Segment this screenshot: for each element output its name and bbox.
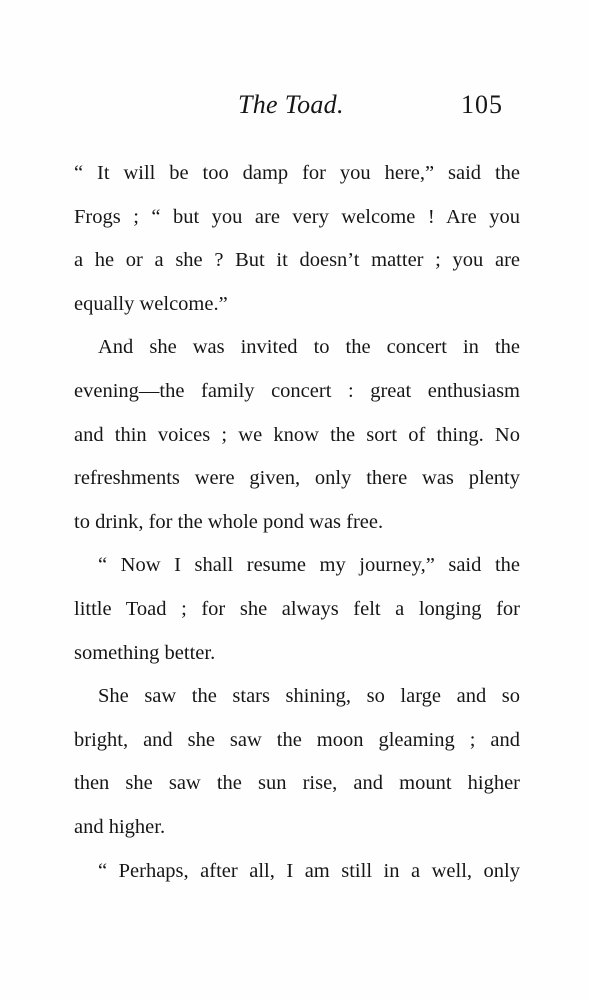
text-line: Frogs ; “ but you are very welcome ! Are you xyxy=(74,205,520,228)
text-line: bright, and she saw the moon gleaming ; and xyxy=(74,728,520,751)
text-line: something better. xyxy=(74,641,216,664)
text-line: “ It will be too damp for you here,” said the xyxy=(74,162,520,184)
body-text xyxy=(74,152,520,893)
text-line: then she saw the sun rise, and mount higher xyxy=(74,772,520,795)
text-line: “ Now I shall resume my journey,” said the xyxy=(98,554,520,577)
text-line: and higher. xyxy=(74,815,166,838)
text-line: refreshments were given, only there was plenty xyxy=(74,467,520,490)
text-line: “ Perhaps, after all, I am still in a well, only xyxy=(98,859,520,882)
page-header xyxy=(0,90,589,130)
text-line: evening—the family concert : great enthusiasm xyxy=(74,379,520,402)
text-line: little Toad ; for she always felt a longing for xyxy=(74,597,520,620)
text-line: She saw the stars shining, so large and so xyxy=(98,685,520,708)
text-line: And she was invited to the concert in the xyxy=(98,336,520,359)
running-title: The Toad. xyxy=(238,90,344,119)
page-number: 105 xyxy=(461,90,503,119)
text-line: equally welcome.” xyxy=(74,292,228,315)
text-line: and thin voices ; we know the sort of thing. No xyxy=(74,423,520,446)
text-line: to drink, for the whole pond was free. xyxy=(74,510,384,533)
text-line: a he or a she ? But it doesn’t matter ; you are xyxy=(74,249,520,272)
